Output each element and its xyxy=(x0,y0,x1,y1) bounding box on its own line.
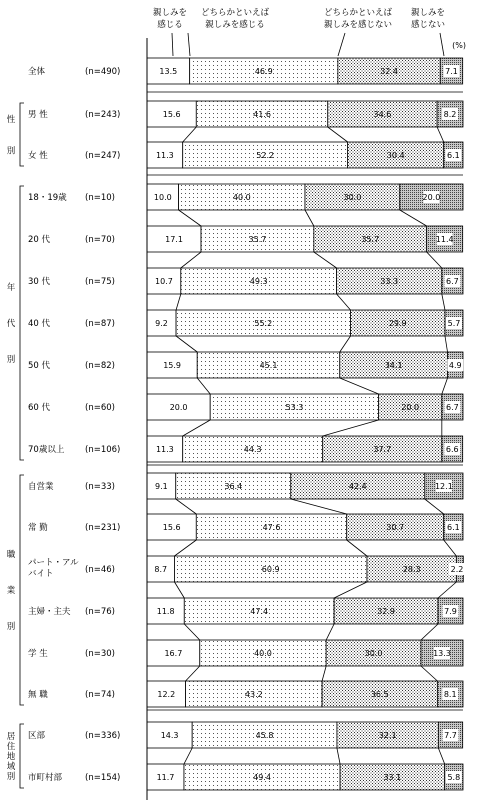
connector-line xyxy=(322,666,326,681)
data-label: 45.8 xyxy=(255,731,274,740)
connector-line xyxy=(337,748,340,764)
group-bracket xyxy=(20,186,24,460)
data-label: 12.2 xyxy=(157,690,176,699)
group-label-char: 代 xyxy=(6,319,16,329)
data-label: 43.2 xyxy=(244,690,263,699)
legend-label-4: 親しみを xyxy=(410,8,446,18)
sample-size-label: (n=60) xyxy=(85,403,115,413)
connector-line xyxy=(291,499,347,514)
connector-line xyxy=(438,582,456,598)
data-label: 40.0 xyxy=(232,193,251,202)
data-label: 44.3 xyxy=(243,445,262,454)
data-label: 32.1 xyxy=(378,731,397,740)
data-label: 7.7 xyxy=(444,731,457,740)
connector-line xyxy=(442,294,445,310)
legend-pointer-line xyxy=(188,33,190,56)
connector-line xyxy=(427,252,442,268)
sample-size-label: (n=490) xyxy=(85,67,121,77)
sample-size-label: (n=33) xyxy=(85,482,115,492)
connector-line xyxy=(445,336,448,352)
connector-line xyxy=(442,378,448,394)
category-label: 40 代 xyxy=(28,319,51,329)
data-label: 52.2 xyxy=(256,151,275,160)
connector-line xyxy=(176,336,197,352)
sample-size-label: (n=231) xyxy=(85,523,121,533)
data-label: 7.9 xyxy=(444,607,457,616)
sample-size-label: (n=75) xyxy=(85,277,115,287)
connector-line xyxy=(179,210,201,226)
data-label: 49.4 xyxy=(253,773,271,782)
data-label: 17.1 xyxy=(165,235,183,244)
data-label: 13.3 xyxy=(433,649,451,658)
connector-line xyxy=(197,378,210,394)
bar-rows xyxy=(147,58,465,790)
category-label: 50 代 xyxy=(28,361,51,371)
group-bracket xyxy=(20,103,24,166)
data-label: 10.7 xyxy=(154,277,173,286)
group-label-char: 業 xyxy=(6,586,16,596)
data-label: 36.4 xyxy=(224,482,243,491)
data-label: 11.4 xyxy=(435,235,454,244)
data-label: 11.3 xyxy=(155,151,174,160)
legend-label-2: 親しみを感じる xyxy=(205,20,265,30)
data-label: 30.7 xyxy=(386,523,405,532)
group-label-char: 別 xyxy=(6,355,16,365)
sample-size-label: (n=82) xyxy=(85,361,115,371)
connector-line xyxy=(340,378,379,394)
category-label: 20 代 xyxy=(28,235,51,245)
connector-line xyxy=(347,540,367,556)
connector-line xyxy=(400,210,427,226)
data-label: 33.1 xyxy=(383,773,402,782)
connector-line xyxy=(174,582,184,598)
category-label: 市町村部 xyxy=(28,773,63,783)
data-label: 40.0 xyxy=(254,649,272,658)
connector-line xyxy=(323,420,379,436)
connector-line xyxy=(184,624,199,640)
category-label: 学 生 xyxy=(28,649,48,659)
group-label-char: 年 xyxy=(6,283,16,293)
data-label: 34.1 xyxy=(384,361,403,370)
connector-line xyxy=(444,540,457,556)
data-label: 7.1 xyxy=(445,67,458,76)
category-label: 70歳以上 xyxy=(28,445,65,455)
data-label: 49.3 xyxy=(249,277,268,286)
category-label: 30 代 xyxy=(28,277,51,287)
unit-label: (%) xyxy=(452,41,466,50)
data-label: 32.4 xyxy=(380,67,398,76)
data-label: 14.3 xyxy=(160,731,179,740)
data-label: 15.9 xyxy=(163,361,182,370)
data-label: 30.4 xyxy=(386,151,405,160)
data-label: 2.2 xyxy=(450,565,464,574)
legend-label-1: 親しみを xyxy=(152,8,188,18)
connector-line xyxy=(314,252,337,268)
data-label: 6.7 xyxy=(446,277,459,286)
sample-size-label: (n=70) xyxy=(85,235,115,245)
category-label: 主婦・主夫 xyxy=(28,607,71,617)
sample-size-label: (n=87) xyxy=(85,319,115,329)
data-label: 30.0 xyxy=(364,649,383,658)
category-label: 男 性 xyxy=(28,110,48,120)
data-label: 15.6 xyxy=(162,523,181,532)
data-label: 53.3 xyxy=(285,403,304,412)
connector-line xyxy=(337,294,351,310)
data-label: 37.7 xyxy=(373,445,392,454)
data-label: 32.9 xyxy=(377,607,395,616)
data-label: 55.2 xyxy=(254,319,273,328)
connector-line xyxy=(421,666,437,681)
data-label: 47.4 xyxy=(250,607,269,616)
group-label-char: 性 xyxy=(6,114,16,125)
legend-label-2: どちらかといえば xyxy=(200,8,270,18)
connector-line xyxy=(340,336,351,352)
sample-size-label: (n=247) xyxy=(85,151,121,161)
category-labels xyxy=(7,66,121,788)
group-label-char: 域 xyxy=(6,762,16,772)
connector-line xyxy=(184,748,192,764)
data-label: 6.7 xyxy=(446,403,459,412)
data-label: 4.9 xyxy=(448,361,462,370)
series-header-labels xyxy=(153,7,466,56)
category-label: 女 性 xyxy=(28,151,48,161)
connector-line xyxy=(326,624,334,640)
data-label: 47.6 xyxy=(262,523,281,532)
data-label: 20.0 xyxy=(401,403,420,412)
data-label: 36.5 xyxy=(370,690,389,699)
connector-line xyxy=(425,499,444,514)
connector-line xyxy=(438,748,444,764)
group-label-char: 住 xyxy=(6,742,16,752)
data-label: 8.7 xyxy=(154,565,168,574)
data-label: 8.1 xyxy=(443,690,457,699)
data-label: 33.3 xyxy=(380,277,399,286)
data-label: 35.7 xyxy=(248,235,267,244)
data-label: 42.4 xyxy=(348,482,367,491)
legend-pointer-line xyxy=(440,33,444,56)
data-label: 5.7 xyxy=(447,319,461,328)
group-label-char: 別 xyxy=(6,146,16,157)
sample-size-label: (n=154) xyxy=(85,773,121,783)
connector-line xyxy=(176,294,181,310)
data-label: 5.8 xyxy=(447,773,461,782)
group-label-char: 職 xyxy=(6,550,16,560)
connector-line xyxy=(328,127,348,142)
data-label: 6.6 xyxy=(445,445,459,454)
data-label: 28.3 xyxy=(402,565,421,574)
data-label: 15.6 xyxy=(162,110,181,119)
category-label: 無 職 xyxy=(28,690,48,700)
data-label: 6.1 xyxy=(446,523,460,532)
connector-line xyxy=(174,540,196,556)
data-label: 29.9 xyxy=(388,319,407,328)
data-label: 9.1 xyxy=(155,482,168,491)
legend-label-3: どちらかといえば xyxy=(323,8,393,18)
data-label: 11.8 xyxy=(156,607,175,616)
connector-line xyxy=(183,420,210,436)
data-label: 34.6 xyxy=(373,110,392,119)
data-label: 8.2 xyxy=(443,110,457,119)
data-label: 20.0 xyxy=(169,403,188,412)
category-label: 18・19歳 xyxy=(28,193,67,203)
sample-size-label: (n=76) xyxy=(85,607,115,617)
connector-line xyxy=(305,210,314,226)
sample-size-label: (n=10) xyxy=(85,193,115,203)
data-label: 12.1 xyxy=(434,482,453,491)
data-label: 13.5 xyxy=(159,67,178,76)
group-label-char: 別 xyxy=(6,772,16,782)
data-label: 35.7 xyxy=(361,235,380,244)
category-label: パート・アル xyxy=(28,558,79,568)
connector-line xyxy=(421,624,438,640)
data-label: 11.7 xyxy=(156,773,175,782)
data-label: 9.2 xyxy=(155,319,168,328)
group-label-char: 別 xyxy=(6,622,16,632)
category-label: 自営業 xyxy=(28,482,54,492)
sample-size-label: (n=106) xyxy=(85,445,121,455)
connector-line xyxy=(186,666,200,681)
sample-size-label: (n=74) xyxy=(85,690,115,700)
data-label: 30.0 xyxy=(343,193,362,202)
sample-size-label: (n=243) xyxy=(85,110,121,120)
connector-line xyxy=(437,127,444,142)
connector-line xyxy=(334,582,367,598)
group-bracket xyxy=(20,724,24,788)
data-label: 6.1 xyxy=(446,151,460,160)
group-label-char: 居 xyxy=(6,732,16,742)
data-label: 10.0 xyxy=(153,193,172,202)
data-label: 20.0 xyxy=(422,193,441,202)
connector-line xyxy=(183,127,197,142)
legend-label-3: 親しみを感じない xyxy=(323,20,393,30)
legend-label-4: 感じない xyxy=(410,20,446,30)
sample-size-label: (n=30) xyxy=(85,649,115,659)
category-label: 区部 xyxy=(28,731,46,741)
sample-size-label: (n=336) xyxy=(85,731,121,741)
data-label: 45.1 xyxy=(259,361,278,370)
sample-size-label: (n=46) xyxy=(85,565,115,575)
connector-line xyxy=(176,499,197,514)
data-label: 11.3 xyxy=(155,445,174,454)
data-label: 60.9 xyxy=(261,565,280,574)
category-label: 常 勤 xyxy=(28,523,48,533)
category-label: 全体 xyxy=(28,67,46,77)
connector-line xyxy=(181,252,201,268)
group-bracket xyxy=(20,475,24,705)
data-label: 46.9 xyxy=(254,67,273,76)
group-label-char: 地 xyxy=(6,752,16,762)
category-label: バイト xyxy=(28,569,54,579)
legend-label-1: 感じる xyxy=(157,20,183,30)
legend-pointer-line xyxy=(172,33,173,56)
legend-pointer-line xyxy=(338,33,345,56)
data-label: 41.6 xyxy=(253,110,271,119)
data-label: 16.7 xyxy=(164,649,183,658)
category-label: 60 代 xyxy=(28,403,51,413)
